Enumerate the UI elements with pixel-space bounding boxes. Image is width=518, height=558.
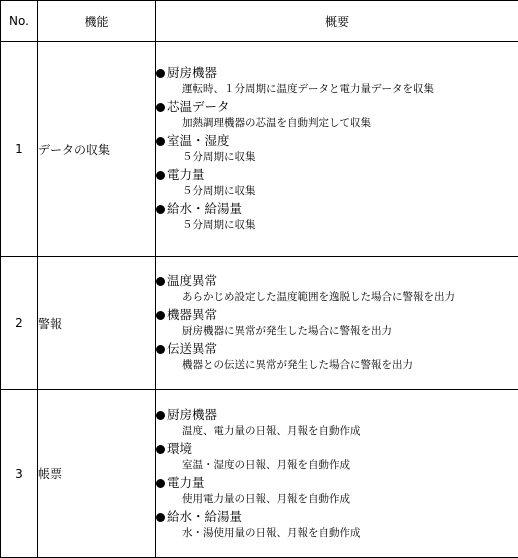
bullet-icon (156, 103, 165, 112)
list-item (156, 200, 518, 234)
bullet-icon (156, 445, 165, 454)
function-name: データの収集 (38, 42, 156, 257)
list-item (156, 306, 518, 340)
bullet-icon (156, 479, 165, 488)
list-item (156, 272, 518, 306)
item-title: 芯温データ (167, 99, 230, 114)
item-detail: 使用電力量の日報、月報を自動作成 (156, 491, 518, 508)
item-title: 環境 (167, 441, 192, 456)
bullet-icon (156, 345, 165, 354)
header-overview: 概要 (156, 1, 518, 42)
list-item (156, 474, 518, 508)
table-row (1, 42, 518, 257)
list-item (156, 406, 518, 440)
bullet-icon (156, 171, 165, 180)
overview-cell (156, 390, 518, 558)
item-detail: 厨房機器に異常が発生した場合に警報を出力 (156, 323, 518, 340)
item-detail: 加熱調理機器の芯温を自動判定して収集 (156, 115, 518, 132)
function-name: 帳票 (38, 390, 156, 558)
item-title: 厨房機器 (167, 65, 217, 80)
header-no: No. (1, 1, 38, 42)
item-title: 室温・湿度 (167, 133, 230, 148)
item-title: 機器異常 (167, 307, 217, 322)
bullet-icon (156, 137, 165, 146)
header-function: 機能 (38, 1, 156, 42)
table-row (1, 390, 518, 558)
row-number: 3 (1, 390, 38, 558)
header-row (1, 1, 518, 42)
list-item (156, 64, 518, 98)
item-detail: 温度、電力量の日報、月報を自動作成 (156, 423, 518, 440)
item-title: 給水・給湯量 (167, 201, 242, 216)
list-item (156, 166, 518, 200)
item-detail: 運転時、１分周期に温度データと電力量データを収集 (156, 81, 518, 98)
item-title: 温度異常 (167, 273, 217, 288)
item-detail: ５分周期に収集 (156, 183, 518, 200)
bullet-icon (156, 311, 165, 320)
overview-cell (156, 257, 518, 390)
list-item (156, 508, 518, 542)
list-item (156, 132, 518, 166)
bullet-icon (156, 205, 165, 214)
item-detail: ５分周期に収集 (156, 217, 518, 234)
item-detail: ５分周期に収集 (156, 149, 518, 166)
list-item (156, 340, 518, 374)
table-row (1, 257, 518, 390)
row-number: 2 (1, 257, 38, 390)
item-title: 電力量 (167, 167, 205, 182)
overview-cell (156, 42, 518, 257)
item-title: 電力量 (167, 475, 205, 490)
list-item (156, 440, 518, 474)
bullet-icon (156, 277, 165, 286)
bullet-icon (156, 69, 165, 78)
item-title: 厨房機器 (167, 407, 217, 422)
item-title: 給水・給湯量 (167, 509, 242, 524)
row-number: 1 (1, 42, 38, 257)
list-item (156, 98, 518, 132)
item-detail: 機器との伝送に異常が発生した場合に警報を出力 (156, 357, 518, 374)
item-detail: あらかじめ設定した温度範囲を逸脱した場合に警報を出力 (156, 289, 518, 306)
item-title: 伝送異常 (167, 341, 217, 356)
function-name: 警報 (38, 257, 156, 390)
item-detail: 室温・湿度の日報、月報を自動作成 (156, 457, 518, 474)
item-detail: 水・湯使用量の日報、月報を自動作成 (156, 525, 518, 542)
bullet-icon (156, 513, 165, 522)
bullet-icon (156, 411, 165, 420)
